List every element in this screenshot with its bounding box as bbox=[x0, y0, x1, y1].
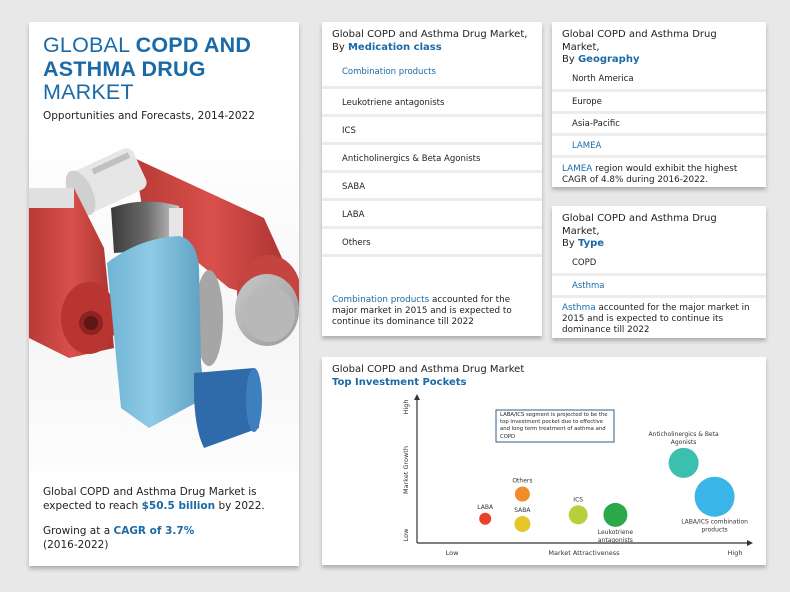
cagr-period: (2016-2022) bbox=[43, 539, 109, 551]
bubble-others bbox=[515, 487, 530, 502]
annotation-wrapper bbox=[498, 411, 614, 442]
list-item-europe[interactable]: Europe bbox=[552, 89, 766, 111]
medication-class-title bbox=[322, 22, 542, 54]
type-note bbox=[552, 295, 766, 336]
list-item-combination-products[interactable]: Combination products bbox=[342, 67, 436, 77]
bubble-label: Anticholinergics & Beta Agonists bbox=[648, 430, 719, 446]
bubble-label: Leukotriene antagonists bbox=[597, 528, 634, 544]
bubble-label: ICS bbox=[573, 496, 584, 504]
geography-panel bbox=[552, 22, 766, 187]
cagr-text: Growing at a bbox=[43, 525, 111, 537]
panel-title-text: Global COPD and Asthma Drug Market, bbox=[562, 213, 717, 237]
investment-title bbox=[332, 364, 524, 389]
note-highlight: LAMEA bbox=[562, 163, 593, 174]
bubble-label: Others bbox=[512, 477, 533, 485]
y-axis-label: Market Growth bbox=[402, 446, 410, 494]
list-item-laba[interactable]: LABA bbox=[322, 198, 542, 226]
x-tick-high: High bbox=[727, 549, 743, 557]
panel-title-text: Global COPD and Asthma Drug Market, bbox=[332, 29, 528, 40]
y-tick-low: Low bbox=[402, 528, 410, 542]
hero-title-prefix: GLOBAL bbox=[43, 33, 130, 57]
panel-title-highlight: Geography bbox=[577, 54, 640, 65]
panel-title-text: Global COPD and Asthma Drug Market, bbox=[562, 29, 717, 53]
hero-title bbox=[43, 34, 251, 105]
y-tick-high: High bbox=[402, 399, 410, 415]
cagr-summary bbox=[43, 524, 293, 552]
investment-subtitle: Top Investment Pockets bbox=[332, 376, 467, 388]
x-tick-low: Low bbox=[445, 549, 459, 557]
panel-title-by: By bbox=[332, 41, 345, 53]
list-item-saba[interactable]: SABA bbox=[322, 170, 542, 198]
geography-list bbox=[552, 69, 766, 155]
hero-title-bold-2: ASTHMA DRUG bbox=[43, 56, 206, 81]
bubble-ics bbox=[569, 505, 588, 524]
bubble-label: LABA bbox=[477, 503, 494, 511]
panel-title-by: By bbox=[562, 238, 575, 249]
note-text: region would exhibit the highest CAGR of 4.8% during 2016-2022. bbox=[562, 163, 738, 185]
bubble-label: LABA/ICS combination products bbox=[681, 518, 748, 534]
bubble-leukotriene-antagonists bbox=[603, 503, 627, 527]
panel-title-highlight: Medication class bbox=[347, 41, 442, 53]
list-item-asthma[interactable]: Asthma bbox=[552, 273, 766, 295]
investment-pockets-panel bbox=[322, 357, 766, 565]
list-item-north-america[interactable]: North America bbox=[572, 73, 634, 84]
inhaler-image bbox=[29, 128, 299, 473]
list-divider bbox=[322, 254, 542, 284]
geography-title bbox=[552, 22, 766, 67]
list-item-others[interactable]: Others bbox=[322, 226, 542, 254]
bubble-saba bbox=[514, 516, 530, 532]
list-item-anticholinergics[interactable]: Anticholinergics & Beta Agonists bbox=[322, 142, 542, 170]
type-title bbox=[552, 206, 766, 251]
bubble-anticholinergics-beta-agonists bbox=[669, 448, 699, 478]
type-list bbox=[552, 253, 766, 295]
investment-title-text: Global COPD and Asthma Drug Market bbox=[332, 364, 525, 375]
cagr-value: CAGR of 3.7% bbox=[113, 525, 195, 537]
inhalers-illustration bbox=[29, 128, 299, 473]
list-item-leukotriene-antagonists[interactable]: Leukotriene antagonists bbox=[322, 86, 542, 114]
panel-title-highlight: Type bbox=[577, 238, 605, 249]
x-axis-label: Market Attractiveness bbox=[548, 549, 620, 557]
annotation-text: LABA/ICS segment is projected to be the top investment pocket due to effective and long term treatment of asthma and COPD bbox=[500, 412, 608, 440]
market-size-value: $50.5 billion bbox=[141, 500, 216, 512]
medication-class-note bbox=[332, 295, 537, 328]
list-item-ics[interactable]: ICS bbox=[322, 114, 542, 142]
hero-title-suffix: MARKET bbox=[43, 80, 134, 104]
list-item-copd[interactable]: COPD bbox=[572, 257, 597, 268]
market-size-year: by 2022. bbox=[218, 500, 265, 512]
type-panel bbox=[552, 206, 766, 338]
note-text: accounted for the major market in 2015 and is expected to continue its dominance till 2022 bbox=[562, 302, 750, 335]
hero-panel bbox=[29, 22, 299, 566]
medication-class-list bbox=[322, 58, 542, 284]
hero-title-bold-1: COPD AND bbox=[135, 33, 252, 57]
bubble-group bbox=[477, 431, 748, 544]
bubble-laba bbox=[479, 513, 491, 525]
list-item-asia-pacific[interactable]: Asia-Pacific bbox=[552, 111, 766, 133]
bubble-label: SABA bbox=[514, 507, 531, 514]
hero-subtitle: Opportunities and Forecasts, 2014-2022 bbox=[43, 110, 255, 122]
note-highlight: Asthma bbox=[562, 302, 596, 313]
panel-title-by: By bbox=[562, 54, 575, 65]
list-item-lamea[interactable]: LAMEA bbox=[552, 133, 766, 155]
geography-note bbox=[552, 155, 766, 186]
market-size-summary bbox=[43, 485, 293, 513]
note-text: accounted for the major market in 2015 and is expected to continue its dominance till 2022 bbox=[332, 295, 512, 327]
market-size-text: Global COPD and Asthma Drug Market is expected to reach bbox=[43, 486, 257, 512]
bubble-laba-ics-combination-products bbox=[695, 477, 735, 517]
note-highlight: Combination products bbox=[332, 295, 430, 305]
medication-class-panel bbox=[322, 22, 542, 336]
